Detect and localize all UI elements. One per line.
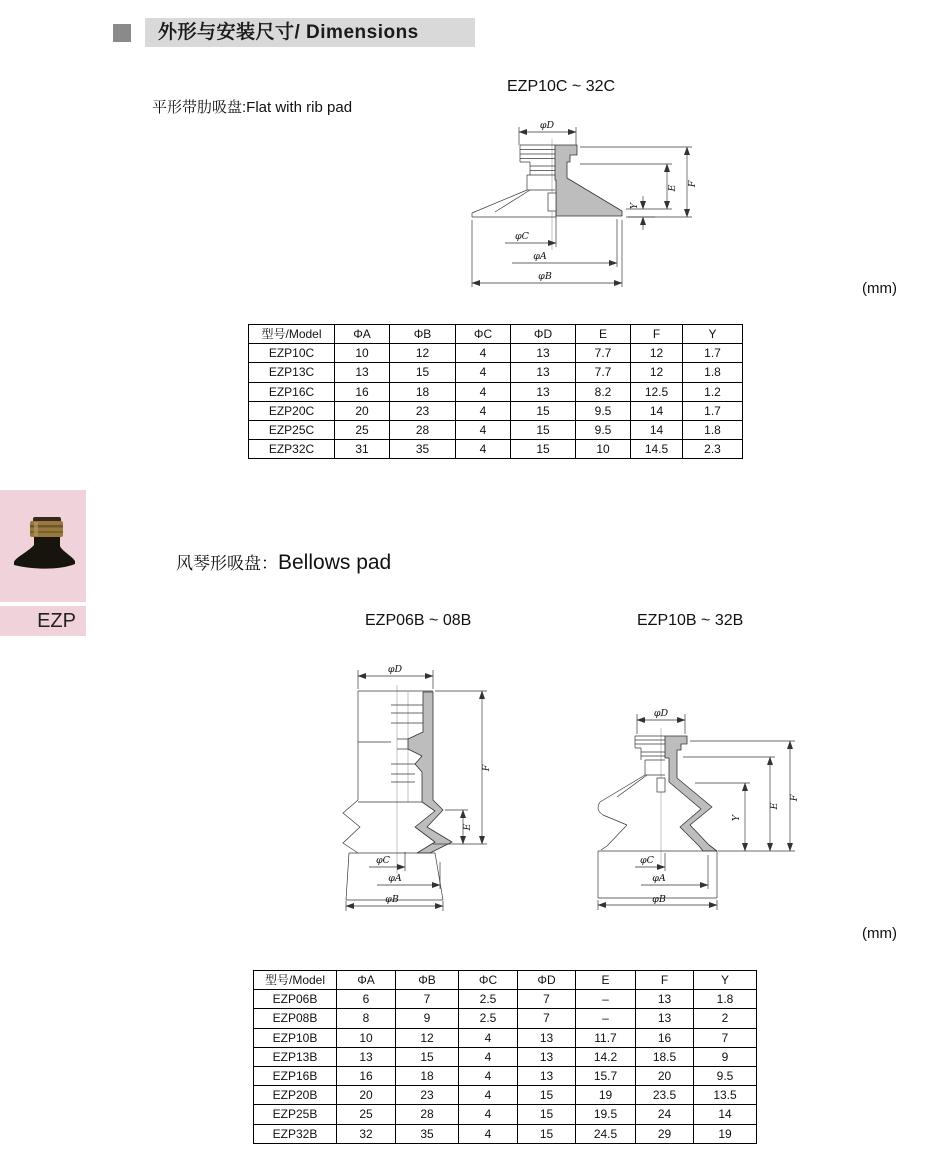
fitting-outline bbox=[635, 736, 665, 775]
section-fill bbox=[555, 145, 622, 216]
value-cell: 25 bbox=[337, 1105, 396, 1124]
value-cell: 13 bbox=[518, 1066, 576, 1085]
bellows-small-cross-section bbox=[343, 685, 452, 900]
value-cell: 20 bbox=[335, 401, 390, 420]
dim-label-y: Y bbox=[731, 814, 742, 822]
value-cell: 13.5 bbox=[694, 1086, 757, 1105]
table-row bbox=[254, 990, 757, 1009]
value-cell: 4 bbox=[456, 420, 511, 439]
dim-label-phi-c: φC bbox=[376, 855, 390, 866]
cup-neck bbox=[34, 537, 60, 546]
value-cell: 4 bbox=[459, 1028, 518, 1047]
value-cell: 13 bbox=[518, 1028, 576, 1047]
bellows-large-drawing bbox=[595, 698, 805, 918]
dim-label-y: Y bbox=[629, 202, 640, 210]
dim-label-phi-a: φA bbox=[533, 251, 547, 262]
model-cell: EZP10C bbox=[249, 344, 335, 363]
value-cell: 16 bbox=[337, 1066, 396, 1085]
dimension-annotations bbox=[598, 708, 800, 910]
value-cell: 12.5 bbox=[631, 382, 683, 401]
dim-label-phi-a: φA bbox=[388, 873, 402, 884]
value-cell: 1.7 bbox=[683, 344, 743, 363]
table-row bbox=[254, 1105, 757, 1124]
value-cell: 12 bbox=[390, 344, 456, 363]
value-cell: 13 bbox=[518, 1047, 576, 1066]
column-header: F bbox=[636, 971, 694, 990]
column-header: Y bbox=[683, 325, 743, 344]
value-cell: 4 bbox=[456, 363, 511, 382]
table-header-row bbox=[254, 971, 757, 990]
column-header: 型号/Model bbox=[254, 971, 337, 990]
model-cell: EZP32C bbox=[249, 440, 335, 459]
table-row bbox=[249, 382, 743, 401]
value-cell: 10 bbox=[337, 1028, 396, 1047]
model-cell: EZP25B bbox=[254, 1105, 337, 1124]
value-cell: 7 bbox=[518, 990, 576, 1009]
value-cell: 12 bbox=[631, 344, 683, 363]
value-cell: 15 bbox=[511, 440, 576, 459]
cone-outline bbox=[598, 775, 647, 850]
value-cell: 14 bbox=[631, 420, 683, 439]
value-cell: 20 bbox=[636, 1066, 694, 1085]
dim-label-f: F bbox=[789, 794, 800, 802]
value-cell: 19.5 bbox=[576, 1105, 636, 1124]
value-cell: 13 bbox=[511, 363, 576, 382]
value-cell: 13 bbox=[511, 382, 576, 401]
value-cell: 19 bbox=[576, 1086, 636, 1105]
value-cell: 13 bbox=[636, 990, 694, 1009]
skirt-outline bbox=[472, 190, 556, 217]
value-cell: 13 bbox=[636, 1009, 694, 1028]
value-cell: 18.5 bbox=[636, 1047, 694, 1066]
dim-label-phi-d: φD bbox=[653, 708, 669, 719]
value-cell: 24 bbox=[636, 1105, 694, 1124]
model-cell: EZP16C bbox=[249, 382, 335, 401]
value-cell: 15 bbox=[518, 1086, 576, 1105]
cup-skirt bbox=[14, 545, 75, 569]
flat-pad-subtitle: 平形带肋吸盘:Flat with rib pad bbox=[152, 99, 353, 116]
column-header: E bbox=[576, 325, 631, 344]
value-cell: 2.5 bbox=[459, 1009, 518, 1028]
value-cell: 14 bbox=[694, 1105, 757, 1124]
value-cell: 15.7 bbox=[576, 1066, 636, 1085]
section-fill bbox=[408, 692, 452, 853]
unit-label-mm: (mm) bbox=[862, 925, 897, 942]
dim-label-phi-c: φC bbox=[515, 231, 529, 242]
value-cell: 15 bbox=[396, 1047, 459, 1066]
column-header: 型号/Model bbox=[249, 325, 335, 344]
bellows-spec-table bbox=[253, 970, 757, 1144]
value-cell: 13 bbox=[337, 1047, 396, 1066]
dim-label-phi-b: φB bbox=[538, 271, 552, 282]
sidebar-product-photo-box bbox=[0, 490, 86, 602]
value-cell: 4 bbox=[459, 1124, 518, 1143]
value-cell: 1.8 bbox=[694, 990, 757, 1009]
page-title: 外形与安装尺寸/ Dimensions bbox=[158, 22, 419, 43]
value-cell: 12 bbox=[396, 1028, 459, 1047]
dim-label-phi-b: φB bbox=[652, 894, 666, 905]
value-cell: 10 bbox=[576, 440, 631, 459]
value-cell: 1.7 bbox=[683, 401, 743, 420]
value-cell: 2.3 bbox=[683, 440, 743, 459]
bellows-subtitle-en: Bellows pad bbox=[278, 551, 392, 574]
bellows-large-drawing-title: EZP10B ~ 32B bbox=[637, 612, 744, 629]
value-cell: 1.8 bbox=[683, 420, 743, 439]
table-row bbox=[254, 1086, 757, 1105]
value-cell: 2 bbox=[694, 1009, 757, 1028]
table-row bbox=[254, 1009, 757, 1028]
dim-label-e: E bbox=[462, 823, 473, 831]
table-row bbox=[254, 1066, 757, 1085]
value-cell: 1.2 bbox=[683, 382, 743, 401]
value-cell: 7.7 bbox=[576, 363, 631, 382]
value-cell: 4 bbox=[459, 1066, 518, 1085]
dim-label-phi-d: φD bbox=[539, 120, 555, 131]
model-cell: EZP32B bbox=[254, 1124, 337, 1143]
value-cell: 25 bbox=[335, 420, 390, 439]
table-row bbox=[249, 420, 743, 439]
column-header: ΦA bbox=[337, 971, 396, 990]
value-cell: 6 bbox=[337, 990, 396, 1009]
value-cell: 4 bbox=[456, 440, 511, 459]
value-cell: 13 bbox=[335, 363, 390, 382]
column-header: ΦC bbox=[456, 325, 511, 344]
bellows-subtitle bbox=[176, 549, 391, 575]
value-cell: 18 bbox=[390, 382, 456, 401]
dim-label-f: F bbox=[481, 764, 492, 772]
value-cell: 28 bbox=[396, 1105, 459, 1124]
model-cell: EZP06B bbox=[254, 990, 337, 1009]
column-header: ΦD bbox=[511, 325, 576, 344]
column-header: ΦB bbox=[390, 325, 456, 344]
fitting-outline bbox=[520, 145, 555, 190]
dim-label-phi-c: φC bbox=[640, 855, 654, 866]
value-cell: 4 bbox=[456, 382, 511, 401]
table-row bbox=[249, 344, 743, 363]
value-cell: 9.5 bbox=[694, 1066, 757, 1085]
vacuum-port bbox=[548, 193, 556, 211]
value-cell: 9.5 bbox=[576, 401, 631, 420]
model-cell: EZP16B bbox=[254, 1066, 337, 1085]
value-cell: 14.5 bbox=[631, 440, 683, 459]
section-header bbox=[145, 18, 475, 47]
column-header: ΦD bbox=[518, 971, 576, 990]
value-cell: 16 bbox=[335, 382, 390, 401]
column-header: ΦA bbox=[335, 325, 390, 344]
column-header: ΦB bbox=[396, 971, 459, 990]
value-cell: 28 bbox=[390, 420, 456, 439]
value-cell: 4 bbox=[456, 344, 511, 363]
value-cell: 15 bbox=[518, 1124, 576, 1143]
value-cell: 14.2 bbox=[576, 1047, 636, 1066]
model-cell: EZP13B bbox=[254, 1047, 337, 1066]
value-cell: 4 bbox=[459, 1086, 518, 1105]
unit-label-mm: (mm) bbox=[862, 280, 897, 297]
table-row bbox=[249, 440, 743, 459]
bellows-subtitle-zh: 风琴形吸盘： bbox=[176, 554, 278, 573]
value-cell: 7 bbox=[518, 1009, 576, 1028]
dim-label-e: E bbox=[769, 802, 780, 810]
column-header: ΦC bbox=[459, 971, 518, 990]
value-cell: 9 bbox=[396, 1009, 459, 1028]
value-cell: 20 bbox=[337, 1086, 396, 1105]
value-cell: 4 bbox=[459, 1105, 518, 1124]
value-cell: 15 bbox=[511, 401, 576, 420]
value-cell: 4 bbox=[456, 401, 511, 420]
section-bullet-icon bbox=[113, 24, 131, 42]
value-cell: 35 bbox=[390, 440, 456, 459]
value-cell: 8.2 bbox=[576, 382, 631, 401]
dim-label-phi-d: φD bbox=[387, 664, 403, 675]
value-cell: 9 bbox=[694, 1047, 757, 1066]
value-cell: 9.5 bbox=[576, 420, 631, 439]
table-header-row bbox=[249, 325, 743, 344]
flat-spec-table bbox=[248, 324, 743, 459]
column-header: Y bbox=[694, 971, 757, 990]
dim-label-phi-a: φA bbox=[652, 873, 666, 884]
flat-pad-drawing bbox=[450, 112, 710, 297]
bellows-small-drawing-title: EZP06B ~ 08B bbox=[365, 612, 472, 629]
sidebar-series-label: EZP bbox=[0, 606, 86, 636]
suction-cup-photo bbox=[0, 490, 86, 602]
value-cell: 29 bbox=[636, 1124, 694, 1143]
model-cell: EZP13C bbox=[249, 363, 335, 382]
value-cell: 31 bbox=[335, 440, 390, 459]
value-cell: – bbox=[576, 990, 636, 1009]
table-row bbox=[249, 363, 743, 382]
dim-label-e: E bbox=[667, 184, 678, 192]
value-cell: 7 bbox=[396, 990, 459, 1009]
value-cell: 23 bbox=[396, 1086, 459, 1105]
value-cell: 18 bbox=[396, 1066, 459, 1085]
dimension-annotations bbox=[346, 664, 492, 911]
table-row bbox=[254, 1124, 757, 1143]
dim-label-f: F bbox=[687, 180, 698, 188]
model-cell: EZP20C bbox=[249, 401, 335, 420]
value-cell: 23 bbox=[390, 401, 456, 420]
bellows-small-drawing bbox=[335, 652, 510, 917]
table-row bbox=[249, 401, 743, 420]
value-cell: 1.8 bbox=[683, 363, 743, 382]
value-cell: 10 bbox=[335, 344, 390, 363]
value-cell: 15 bbox=[511, 420, 576, 439]
value-cell: 7.7 bbox=[576, 344, 631, 363]
flat-drawing-title: EZP10C ~ 32C bbox=[507, 78, 616, 95]
model-cell: EZP25C bbox=[249, 420, 335, 439]
model-cell: EZP10B bbox=[254, 1028, 337, 1047]
model-cell: EZP08B bbox=[254, 1009, 337, 1028]
vacuum-port bbox=[657, 778, 665, 792]
value-cell: 12 bbox=[631, 363, 683, 382]
value-cell: 15 bbox=[390, 363, 456, 382]
value-cell: 24.5 bbox=[576, 1124, 636, 1143]
value-cell: 13 bbox=[511, 344, 576, 363]
section-fill bbox=[665, 736, 717, 851]
bellows-outline bbox=[343, 800, 360, 853]
column-header: F bbox=[631, 325, 683, 344]
value-cell: 35 bbox=[396, 1124, 459, 1143]
value-cell: 32 bbox=[337, 1124, 396, 1143]
model-cell: EZP20B bbox=[254, 1086, 337, 1105]
value-cell: 8 bbox=[337, 1009, 396, 1028]
flat-pad-cross-section bbox=[472, 139, 622, 250]
value-cell: 19 bbox=[694, 1124, 757, 1143]
column-header: E bbox=[576, 971, 636, 990]
value-cell: 11.7 bbox=[576, 1028, 636, 1047]
value-cell: 16 bbox=[636, 1028, 694, 1047]
value-cell: 23.5 bbox=[636, 1086, 694, 1105]
value-cell: 7 bbox=[694, 1028, 757, 1047]
dim-label-phi-b: φB bbox=[385, 894, 399, 905]
value-cell: 2.5 bbox=[459, 990, 518, 1009]
value-cell: 14 bbox=[631, 401, 683, 420]
table-row bbox=[254, 1028, 757, 1047]
value-cell: – bbox=[576, 1009, 636, 1028]
value-cell: 15 bbox=[518, 1105, 576, 1124]
value-cell: 4 bbox=[459, 1047, 518, 1066]
table-row bbox=[254, 1047, 757, 1066]
